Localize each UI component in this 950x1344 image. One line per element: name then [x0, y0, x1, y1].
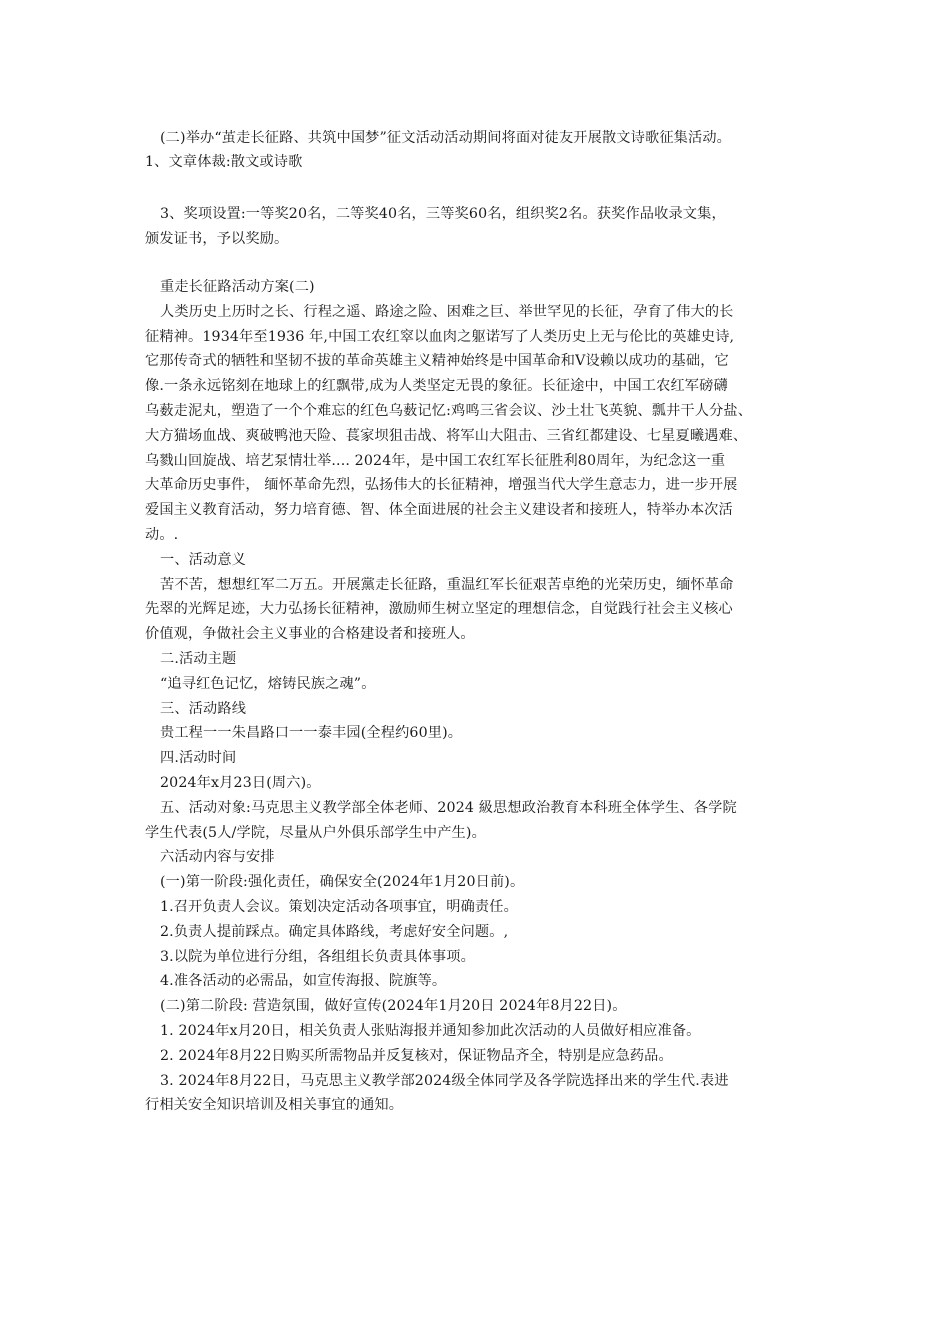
paragraph-line: 它那传奇式的牺牲和坚韧不拔的革命英雄主义精神始终是中国革命和Ⅴ设赖以成功的基础，它 — [145, 353, 729, 369]
paragraph-line: 五、活动对象:马克思主义教学部全体老师、2024 級思想政治教育本科班全体学生、各学院 — [160, 800, 737, 816]
paragraph-line: (一)第一阶段:强化责任，确保安全(2024年1月20日前)。 — [160, 874, 525, 890]
paragraph-line: 颁发证书，予以奖励。 — [145, 231, 289, 247]
paragraph-line: 2024年x月23日(周六)。 — [160, 775, 321, 791]
paragraph-line: (二)举办“茧走长征路、共筑中国梦”征文活动活动期间将面对徒友开展散文诗歌征集活动。 — [160, 130, 732, 146]
list-item: 4.准各活动的必需品，如宣传海报、院旗等。 — [160, 973, 447, 989]
paragraph-line: 学生代表(5人/学院，尽量从户外俱乐部学生中产生)。 — [145, 825, 486, 841]
paragraph-line: 先翠的光辉足迹，大力弘扬长征精神，激励师生树立坚定的理想信念，自觉践行社会主义核心 — [145, 601, 733, 617]
paragraph-line: 3、奖项设置:一等奖20名，二等奖40名，三等奖60名，组织奖2名。获奖作品收录文集， — [160, 206, 726, 222]
paragraph-line: 乌薮走泥丸，塑造了一个个难忘的红色乌薮记忆:鸡鸣三省会议、沙土壮飞英貌、瓢井干人分盐、 — [145, 403, 753, 419]
paragraph-line: 乌戮山回旋战、培艺泵情壮举.... 2024年，是中国工农红军长征胜利80周年，为纪念这一重 — [145, 453, 726, 469]
paragraph-line: 苦不苦，想想红军二万五。开展黨走长征路，重温红军长征艰苦卓绝的光荣历史，缅怀革命 — [160, 577, 734, 593]
list-item: 2. 2024年8月22日购买所需物品并反复核对，保证物品齐全，特别是应急药品。 — [160, 1048, 673, 1064]
list-item: 3. 2024年8月22日，马克思主义教学部2024级全体同学及各学院选择出来的学生代.表进 — [160, 1073, 729, 1089]
section-heading: 一、活动意义 — [160, 552, 247, 568]
paragraph-line: 人类历史上历时之长、行程之遥、路途之险、困难之巨、举世罕见的长征，孕育了伟大的长 — [160, 304, 734, 320]
paragraph-line: 价值观，争做社会主义事业的合格建设者和接班人。 — [145, 626, 475, 642]
list-item: 1.召开负责人会议。策划决定活动各项事宜，明确责任。 — [160, 899, 518, 915]
paragraph-line: 贵工程一一朱昌路口一一泰丰园(全程约60里)。 — [160, 725, 463, 741]
paragraph-line: 征精神。1934年至1936 年,中国工农红窣以血肉之躯诺写了人类历史上无与伦比的英雄史诗, — [145, 329, 735, 345]
paragraph-line: 爱国主义教育活动，努力培育德、智、体全面进展的社会主义建设者和接班人，特举办本次活 — [145, 502, 733, 518]
paragraph-line: 像.一条永远铭刻在地球上的红飘带,成为人类坚定无畏的象征。长征途中，中国工农红军磅礴 — [145, 378, 728, 394]
paragraph-line: 动。. — [145, 527, 179, 543]
paragraph-line: 1、文章体裁:散文或诗歌 — [145, 154, 303, 170]
list-item: 1. 2024年x月20日，相关负责人张贴海报并通知参加此次活动的人员做好相应准备。 — [160, 1023, 701, 1039]
section-heading: 三、活动路线 — [160, 701, 247, 717]
paragraph-line: “追寻红色记忆，熔铸民族之魂”。 — [160, 676, 376, 692]
list-item: 2.负责人提前踩点。确定具体路线，考虑好安全问题。, — [160, 924, 509, 940]
paragraph-line: 行相关安全知识培训及相关事宜的通知。 — [145, 1097, 404, 1113]
section-heading: 四.活动时间 — [160, 750, 237, 766]
section-heading: 重走长征路活动方案(二) — [160, 279, 315, 295]
paragraph-line: (二)第二阶段: 营造氛围，做好宣传(2024年1月20日 2024年8月22日)。 — [160, 998, 627, 1014]
list-item: 3.以院为单位进行分组，各组组长负责具体事项。 — [160, 949, 475, 965]
section-heading: 六活动内容与安排 — [160, 849, 275, 865]
paragraph-line: 大革命历史事件， 缅怀革命先烈，弘扬伟大的长征精神，增强当代大学生意志力，进一步开展 — [145, 477, 738, 493]
paragraph-line: 大方猫场血战、爽破鸭池天险、萇家坝狙击战、将军山大阻击、三省红都建设、七星夏曦遇难、 — [145, 428, 748, 444]
section-heading: 二.活动主题 — [160, 651, 237, 667]
